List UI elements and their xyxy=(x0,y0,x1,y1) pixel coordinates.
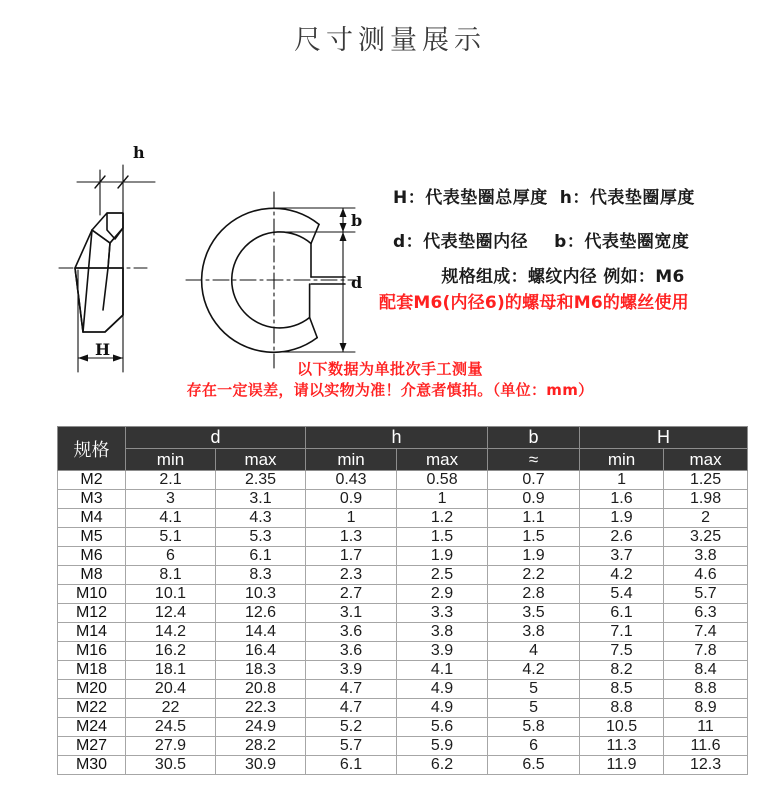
cell-value: 8.2 xyxy=(580,661,664,680)
header-H-min: min xyxy=(580,449,664,471)
cell-value: 5 xyxy=(488,680,580,699)
cell-value: 5.2 xyxy=(306,718,397,737)
cell-value: 18.1 xyxy=(126,661,216,680)
cell-value: 4.1 xyxy=(126,509,216,528)
cell-value: 12.4 xyxy=(126,604,216,623)
cell-value: 12.6 xyxy=(216,604,306,623)
cell-value: 24.5 xyxy=(126,718,216,737)
cell-value: 8.1 xyxy=(126,566,216,585)
cell-value: 3.8 xyxy=(397,623,488,642)
legend-symbol-h: h： xyxy=(559,188,590,208)
table-row xyxy=(58,490,748,509)
cell-value: 3.8 xyxy=(664,547,748,566)
cell-spec: M18 xyxy=(58,661,126,680)
cell-value: 22 xyxy=(126,699,216,718)
header-group-H: H xyxy=(580,427,748,449)
cell-value: 2.2 xyxy=(488,566,580,585)
cell-value: 4.3 xyxy=(216,509,306,528)
table-row xyxy=(58,528,748,547)
table-row xyxy=(58,623,748,642)
cell-value: 6.1 xyxy=(216,547,306,566)
cell-value: 11.3 xyxy=(580,737,664,756)
cell-value: 4.2 xyxy=(488,661,580,680)
cell-value: 2.3 xyxy=(306,566,397,585)
cell-value: 8.4 xyxy=(664,661,748,680)
cell-value: 3.7 xyxy=(580,547,664,566)
cell-spec: M2 xyxy=(58,471,126,490)
cell-value: 3.6 xyxy=(306,623,397,642)
cell-value: 0.7 xyxy=(488,471,580,490)
cell-value: 12.3 xyxy=(664,756,748,775)
cell-value: 1.25 xyxy=(664,471,748,490)
cell-value: 0.9 xyxy=(306,490,397,509)
cell-value: 5.4 xyxy=(580,585,664,604)
cell-value: 2.7 xyxy=(306,585,397,604)
cell-spec: M5 xyxy=(58,528,126,547)
cell-value: 3.25 xyxy=(664,528,748,547)
cell-value: 1 xyxy=(397,490,488,509)
cell-value: 1.9 xyxy=(580,509,664,528)
cell-spec: M6 xyxy=(58,547,126,566)
cell-value: 6.1 xyxy=(580,604,664,623)
table-row xyxy=(58,604,748,623)
cell-spec: M10 xyxy=(58,585,126,604)
cell-value: 30.5 xyxy=(126,756,216,775)
cell-spec: M24 xyxy=(58,718,126,737)
cell-value: 7.5 xyxy=(580,642,664,661)
cell-value: 4.1 xyxy=(397,661,488,680)
table-header xyxy=(58,427,748,471)
legend-row-H-h xyxy=(393,183,773,208)
legend-symbol-d: d： xyxy=(393,232,424,252)
cell-value: 5.9 xyxy=(397,737,488,756)
header-group-b: b xyxy=(488,427,580,449)
cell-value: 11 xyxy=(664,718,748,737)
cell-value: 14.2 xyxy=(126,623,216,642)
cell-value: 4.7 xyxy=(306,680,397,699)
cell-value: 16.2 xyxy=(126,642,216,661)
cell-value: 1.9 xyxy=(488,547,580,566)
table-row xyxy=(58,471,748,490)
cell-value: 1.2 xyxy=(397,509,488,528)
cell-value: 0.43 xyxy=(306,471,397,490)
cell-value: 6.1 xyxy=(306,756,397,775)
cell-value: 5.6 xyxy=(397,718,488,737)
cell-value: 6.5 xyxy=(488,756,580,775)
cell-value: 10.1 xyxy=(126,585,216,604)
table-header-row-groups xyxy=(58,427,748,449)
cell-value: 1.98 xyxy=(664,490,748,509)
cell-value: 3.9 xyxy=(306,661,397,680)
cell-value: 2.35 xyxy=(216,471,306,490)
cell-value: 1.1 xyxy=(488,509,580,528)
cell-value: 2.8 xyxy=(488,585,580,604)
cell-spec: M27 xyxy=(58,737,126,756)
cell-value: 3.1 xyxy=(216,490,306,509)
cell-value: 20.4 xyxy=(126,680,216,699)
table-row xyxy=(58,756,748,775)
cell-value: 1 xyxy=(580,471,664,490)
dimension-label-H: H xyxy=(95,340,111,359)
cell-value: 4.7 xyxy=(306,699,397,718)
table-row xyxy=(58,642,748,661)
cell-value: 4.6 xyxy=(664,566,748,585)
cell-value: 3.1 xyxy=(306,604,397,623)
cell-value: 7.8 xyxy=(664,642,748,661)
header-group-d: d xyxy=(126,427,306,449)
header-d-min: min xyxy=(126,449,216,471)
cell-spec: M20 xyxy=(58,680,126,699)
cell-spec: M14 xyxy=(58,623,126,642)
measurement-notice-line1: 以下数据为单批次手工测量 xyxy=(296,360,483,378)
table-row xyxy=(58,566,748,585)
cell-value: 2.1 xyxy=(126,471,216,490)
cell-value: 16.4 xyxy=(216,642,306,661)
cell-value: 22.3 xyxy=(216,699,306,718)
cell-value: 4.2 xyxy=(580,566,664,585)
cell-value: 18.3 xyxy=(216,661,306,680)
header-H-max: max xyxy=(664,449,748,471)
cell-value: 5.7 xyxy=(664,585,748,604)
cell-value: 8.9 xyxy=(664,699,748,718)
washer-dimension-diagram xyxy=(55,110,395,380)
legend-text-d: 代表垫圈内径 xyxy=(423,232,529,252)
cell-value: 0.9 xyxy=(488,490,580,509)
table-row xyxy=(58,680,748,699)
cell-value: 1.7 xyxy=(306,547,397,566)
dimension-label-h: h xyxy=(133,143,145,162)
table-row xyxy=(58,737,748,756)
cell-value: 30.9 xyxy=(216,756,306,775)
cell-value: 6 xyxy=(488,737,580,756)
cell-value: 8.5 xyxy=(580,680,664,699)
table-header-row-subs xyxy=(58,449,748,471)
cell-value: 27.9 xyxy=(126,737,216,756)
cell-spec: M3 xyxy=(58,490,126,509)
specification-table xyxy=(57,426,748,775)
cell-value: 14.4 xyxy=(216,623,306,642)
cell-value: 5.3 xyxy=(216,528,306,547)
cell-spec: M16 xyxy=(58,642,126,661)
cell-value: 3.9 xyxy=(397,642,488,661)
legend-text-H: 代表垫圈总厚度 xyxy=(425,188,548,208)
cell-value: 2.6 xyxy=(580,528,664,547)
cell-value: 4.9 xyxy=(397,699,488,718)
table-row xyxy=(58,585,748,604)
cell-value: 5.1 xyxy=(126,528,216,547)
cell-value: 1.9 xyxy=(397,547,488,566)
legend-row-d-b xyxy=(393,227,773,252)
cell-value: 1.5 xyxy=(397,528,488,547)
cell-value: 1 xyxy=(306,509,397,528)
spec-pairing-note: 配套M6(内径6)的螺母和M6的螺丝使用 xyxy=(379,293,689,313)
legend-symbol-b: b： xyxy=(554,232,585,252)
cell-value: 28.2 xyxy=(216,737,306,756)
cell-spec: M4 xyxy=(58,509,126,528)
cell-value: 4 xyxy=(488,642,580,661)
cell-value: 10.3 xyxy=(216,585,306,604)
dimension-label-b: b xyxy=(351,211,363,230)
cell-value: 4.9 xyxy=(397,680,488,699)
table-row xyxy=(58,661,748,680)
spec-composition-note: 规格组成：螺纹内径 例如：M6 xyxy=(441,267,685,287)
cell-value: 1.5 xyxy=(488,528,580,547)
cell-value: 1.3 xyxy=(306,528,397,547)
cell-value: 6 xyxy=(126,547,216,566)
cell-value: 0.58 xyxy=(397,471,488,490)
measurement-notice-line2: 存在一定误差，请以实物为准！介意者慎拍。（单位：mm） xyxy=(186,381,594,399)
cell-value: 2.5 xyxy=(397,566,488,585)
legend-symbol-H: H： xyxy=(393,188,426,208)
table-body xyxy=(58,471,748,775)
cell-spec: M30 xyxy=(58,756,126,775)
cell-value: 10.5 xyxy=(580,718,664,737)
cell-value: 7.4 xyxy=(664,623,748,642)
cell-value: 3.6 xyxy=(306,642,397,661)
legend-text-h: 代表垫圈厚度 xyxy=(589,188,695,208)
cell-spec: M22 xyxy=(58,699,126,718)
table-row xyxy=(58,718,748,737)
cell-value: 6.3 xyxy=(664,604,748,623)
cell-value: 1.6 xyxy=(580,490,664,509)
cell-value: 11.6 xyxy=(664,737,748,756)
cell-value: 6.2 xyxy=(397,756,488,775)
cell-spec: M12 xyxy=(58,604,126,623)
washer-drawing-svg xyxy=(55,110,395,380)
cell-value: 3.5 xyxy=(488,604,580,623)
header-group-h: h xyxy=(306,427,488,449)
cell-value: 8.3 xyxy=(216,566,306,585)
table-row xyxy=(58,547,748,566)
cell-spec: M8 xyxy=(58,566,126,585)
cell-value: 8.8 xyxy=(664,680,748,699)
cell-value: 7.1 xyxy=(580,623,664,642)
cell-value: 2.9 xyxy=(397,585,488,604)
header-d-max: max xyxy=(216,449,306,471)
header-h-min: min xyxy=(306,449,397,471)
cell-value: 3.3 xyxy=(397,604,488,623)
cell-value: 20.8 xyxy=(216,680,306,699)
cell-value: 2 xyxy=(664,509,748,528)
header-b-approx: ≈ xyxy=(488,449,580,471)
cell-value: 11.9 xyxy=(580,756,664,775)
cell-value: 3.8 xyxy=(488,623,580,642)
cell-value: 5.8 xyxy=(488,718,580,737)
legend-text-b: 代表垫圈宽度 xyxy=(584,232,690,252)
table-row xyxy=(58,699,748,718)
dimension-label-d: d xyxy=(351,273,363,292)
page-title: 尺寸测量展示 xyxy=(294,25,486,56)
cell-value: 5.7 xyxy=(306,737,397,756)
table-row xyxy=(58,509,748,528)
cell-value: 8.8 xyxy=(580,699,664,718)
header-h-max: max xyxy=(397,449,488,471)
cell-value: 24.9 xyxy=(216,718,306,737)
header-spec: 规格 xyxy=(58,427,126,471)
cell-value: 5 xyxy=(488,699,580,718)
legend-block xyxy=(393,183,773,271)
cell-value: 3 xyxy=(126,490,216,509)
